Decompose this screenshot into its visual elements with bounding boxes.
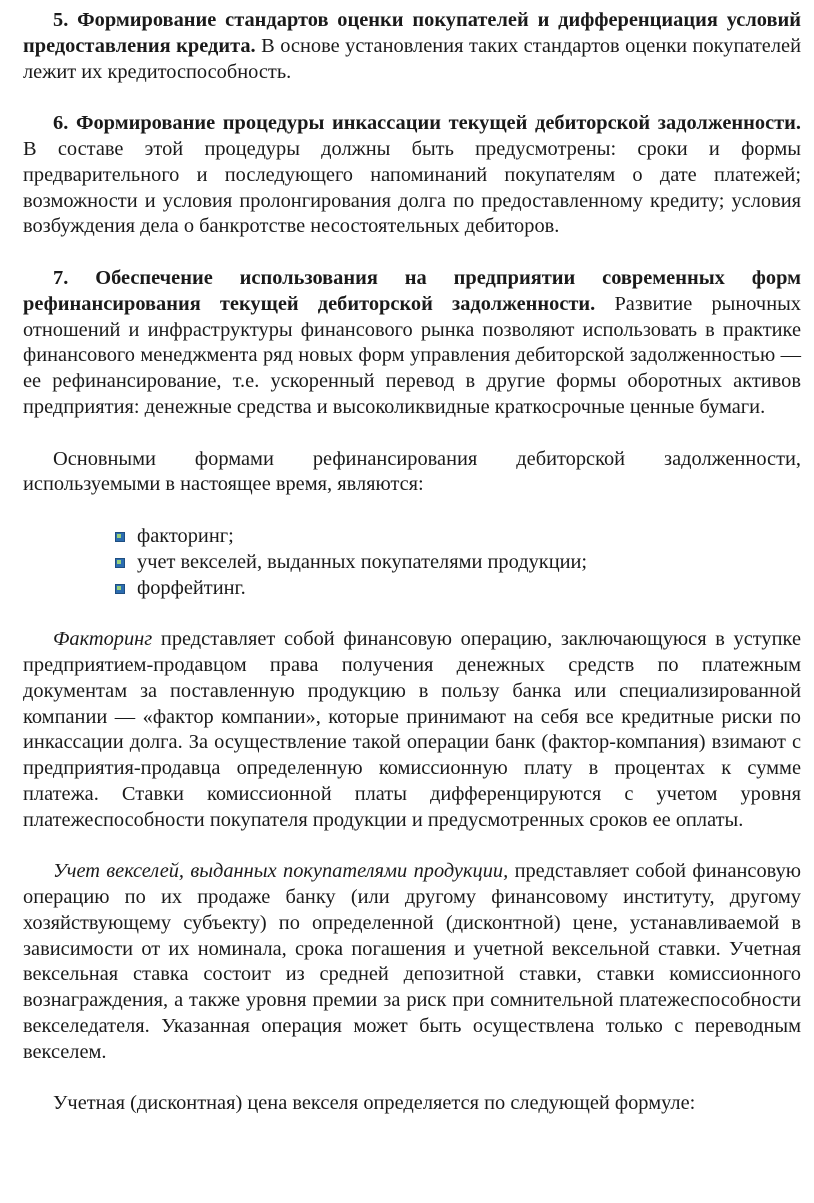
- paragraph-7: [23, 266, 801, 421]
- factoring-text: представляет собой финансовую операцию, заключающуюся в уступке предприятием-продавцом права получения денежных средств по платежным документам за поставленную продукцию в пользу банка или специализированной компании — «фактор компании», которые принимают на себя все кредитные риски по инкассации долга. За осуществление такой операции банк (фактор-компания) взимают с предприятия-продавца определенную комиссионную плату в процентах к сумме платежа. Ставки комиссионной платы дифференцируются с учетом уровня платежеспособности покупателя продукции и предусмотренных сроков ее оплаты.: [23, 628, 801, 831]
- item-text: Развитие рыночных отношений и инфраструктуры финансового рынка позволяют использовать в практике финансового менеджмента ряд новых форм управления дебиторской задолженностью — ее рефинансирование, т.е. ускоренный перевод в другие формы оборотных активов предприятия: денежные средства и высоколиквидные краткосрочные ценные бумаги.: [23, 292, 801, 418]
- list-item: [115, 524, 801, 550]
- factoring-paragraph: [23, 627, 801, 833]
- term-factoring: Факторинг: [53, 628, 153, 651]
- formula-intro: Учетная (дисконтная) цена векселя определяется по следующей формуле:: [53, 1092, 696, 1115]
- list-item: [115, 576, 801, 602]
- bills-text: представляет собой финансовую операцию по их продаже банку (или другому финансовому институту, другому хозяйствующему субъекту) по определенной (дисконтной) цене, устанавливаемой в зависимости от их номинала, срока погашения и учетной вексельной ставки. Учетная вексельная ставка состоит из средней депозитной ставки, ставки комиссионного вознаграждения, а также уровня премии за риск при сомнительной платежеспособности векселедателя. Указанная операция может быть осуществлена только с переводным векселем.: [23, 860, 802, 1063]
- intro-paragraph: Основными формами рефинансирования дебиторской задолженности, используемыми в настоящее время, являются:: [23, 447, 801, 496]
- document-page: [23, 8, 801, 1117]
- item-number: 7.: [53, 266, 69, 289]
- item-text: В основе установления таких стандартов оценки покупателей лежит их кредитоспособность.: [23, 34, 801, 83]
- bullet-icon: [115, 558, 125, 568]
- list-item: [115, 550, 801, 576]
- list-item-text: учет векселей, выданных покупателями продукции;: [137, 550, 588, 573]
- list-item-text: факторинг;: [137, 524, 234, 547]
- item-title: Обеспечение использования на предприятии современных форм рефинансирования текущей дебиторской задолженности.: [23, 266, 801, 315]
- item-number: 5.: [53, 9, 69, 31]
- paragraph-5: [23, 8, 801, 85]
- paragraph-6: [23, 111, 801, 240]
- item-title: Формирование стандартов оценки покупателей и дифференциация условий предоставления кредита.: [23, 9, 801, 57]
- bullet-icon: [115, 532, 125, 542]
- item-text: В составе этой процедуры должны быть предусмотрены: сроки и формы предварительного и последующего напоминаний покупателям о дате платежей; возможности и условия пролонгирования долга по предоставленному кредиту; условия возбуждения дела о банкротстве несостоятельных дебиторов.: [23, 137, 801, 238]
- bullet-icon: [115, 584, 125, 594]
- list-item-text: форфейтинг.: [137, 576, 246, 599]
- item-number: 6.: [53, 112, 69, 135]
- term-bills: Учет векселей, выданных покупателями продукции,: [53, 860, 509, 883]
- refinancing-forms-list: [23, 524, 801, 601]
- bills-paragraph: [23, 859, 801, 1065]
- item-title: Формирование процедуры инкассации текущей дебиторской задолженности.: [75, 112, 801, 135]
